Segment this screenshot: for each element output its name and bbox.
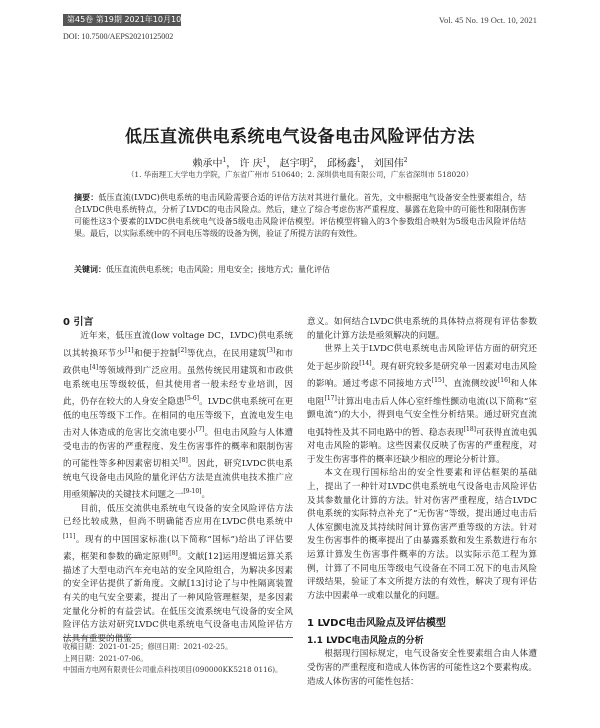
section-heading-model: 1 LVDC电击风险点及评估模型 (307, 618, 446, 630)
author-affil-mark: 1 (356, 157, 361, 164)
abstract-text: 低压直流(LVDC)供电系统的电击风险需要合适的评估方法对其进行量化。首先，文中根据电气设备安全性要素组合，结合LVDC供电系统特点，分析了LVDC的电击风险点。然后，建立了综合考虑伤害严重程度、暴露在危险中的可能性和限制伤害可能性这3个要素的LVDC供电系统电气设备5级电击风险评估模型。评估模型将输入的3个参数组合映射为5级电击风险评估结果。最后，以实际系统中的不同电压等级的设备为例，验证了所提方法的有效性。 (74, 193, 527, 238)
left-column (63, 316, 293, 646)
header-issue-text: 第45卷 第19期 2021年10月10日 (67, 15, 190, 24)
author-list: 赖承中$^1$， 许 庆$^1$， 赵宇明$^2$， 邱杨鑫$^1$， 刘国伟$^2$ (192, 157, 408, 170)
keywords (74, 264, 526, 276)
author-affil-mark: 1 (262, 157, 267, 164)
paragraph: 本文在现行国标给出的安全性要素和评估框架的基础上，提出了一种针对LVDC供电系统电气设备电击风险评估及其参数量化计算的方法。针对伤害严重程度，结合LVDC供电系统的实际特点补充了“无伤害”等级，提出通过电击后人体室颤电流及其持续时间计算伤害严重等级的方法。针对发生伤害事件的概率提出了由暴露系数和发生系数进行布尔运算计算发生伤害事件概率的方法。以实际示范工程为算例，计算了不同电压等级电气设备在不同工况下的电击风险评级结果，验证了本文所提方法的有效性，解决了现有评估方法中因素单一或难以量化的问题。 (307, 468, 537, 601)
footnote-online: 上网日期：2021-07-06。 (63, 653, 148, 663)
author-affil-mark: 2 (309, 157, 314, 164)
doi-line: DOI: 10.7500/AEPS20210125002 (63, 32, 174, 41)
affiliations: （1. 华南理工大学电力学院，广东省广州市 510640；2. 深圳供电局有限公司，广东省深圳市 518020） (127, 170, 473, 179)
section-heading-intro: 0 引言 (63, 317, 94, 328)
author-affil-mark: 1 (222, 157, 227, 164)
paragraph: 根据现行国标规定，电气设备安全性要素组合由人体遭受伤害的严重程度和造成人体伤害的可能性这2个要素构成。造成人体伤害的可能性包括： (307, 649, 537, 687)
footnote-divider (63, 637, 293, 638)
abstract (74, 192, 526, 240)
subsection-heading: 1.1 LVDC电击风险点的分析 (307, 636, 424, 647)
footnotes (63, 641, 293, 676)
paragraph: 近年来，低压直流(low voltage DC，LVDC)供电系统以其转换环节少[1]和便于控制[2]等优点，在民用建筑[3]和市政供电[4]等领域得到广泛应用。虽然传统民用建筑和市政供电系统电压等级较低，但其使用者一般未经专业培训，因此，仍存在较大的人身安全隐患[5-6]。LVDC供电系统可在更低的电压等级下工作。在相同的电压等级下，直流电发生电击对人体造成的危害比交流电要小[7]。但电击风险与人体遭受电击的伤害的严重程度、发生伤害事件的概率和限制伤害的可能性等多种因素密切相关[8]。因此，研究LVDC供电系统电气设备电击风险的量化评估方法是直流供电技术推广应用亟须解决的关键技术问题之一[9-10]。 (63, 331, 293, 501)
abstract-label: 摘要： (74, 193, 99, 202)
paper-title: 低压直流供电系统电气设备电击风险评估方法 (125, 127, 475, 147)
paragraph: 世界上关于LVDC供电系统电击风险评估方面的研究还处于起步阶段[14]。现有研究较多是研究单一因素对电击风险的影响。通过考虑不同接地方式[15]、直流侧绞波[16]和人体电阻[17]计算出电击后人体心室纤维性颤动电流(以下简称“室颤电流”)的大小，得到电气安全性分析结果。通过研究直流电弧特性及其不同电路中的暂、稳态表现[18]可获得直流电弧对电击风险的影响。这些因素仅反映了伤害的严重程度，对于发生伤害事件的概率还缺少相应的理论分析计算。 (307, 344, 537, 465)
author-name: 邱杨鑫 (326, 158, 357, 170)
header-volume-info: Vol. 45 No. 19 Oct. 10, 2021 (438, 15, 537, 25)
author-name: 刘国伟 (373, 158, 404, 170)
footnote-received: 收稿日期：2021-01-25；修回日期：2021-02-25。 (63, 642, 233, 651)
author-affil-mark: 2 (403, 157, 408, 164)
footnote-funding: 中国南方电网有限责任公司重点科技项目(090000KK5218 0116)。 (63, 665, 283, 674)
author-name: 赖承中 (192, 158, 223, 170)
author-name: 赵宇明 (279, 158, 310, 170)
right-column (307, 316, 537, 689)
paragraph: 目前，低压交流供电系统电气设备的安全风险评估方法已经比较成熟，但尚不明确能否应用在LVDC供电系统中[11]。现有的中国国家标准(以下简称“国标”)给出了评估要素，框架和参数的确定原则[8]。文献[12]运用逻辑运算关系描述了大型电动汽车充电站的安全风险组合，为解决多因素的安全评估提供了新角度。文献[13]讨论了与中性隔离装置有关的电气安全要素，提出了一种风险管理框架，是多因素定量化分析的有益尝试。在低压交流系统电气设备的安全风险评估方法对研究LVDC供电系统电气设备电击风险评估方法具有重要的借鉴 (63, 503, 293, 644)
keywords-text: 低压直流供电系统；电击风险；用电安全；接地方式；量化评估 (106, 265, 330, 274)
paragraph: 意义。如何结合LVDC供电系统的具体特点将现有评估参数的量化计算方法是亟须解决的问题。 (307, 317, 537, 341)
author-name: 许 庆 (239, 158, 263, 170)
keywords-label: 关键词： (74, 265, 106, 274)
